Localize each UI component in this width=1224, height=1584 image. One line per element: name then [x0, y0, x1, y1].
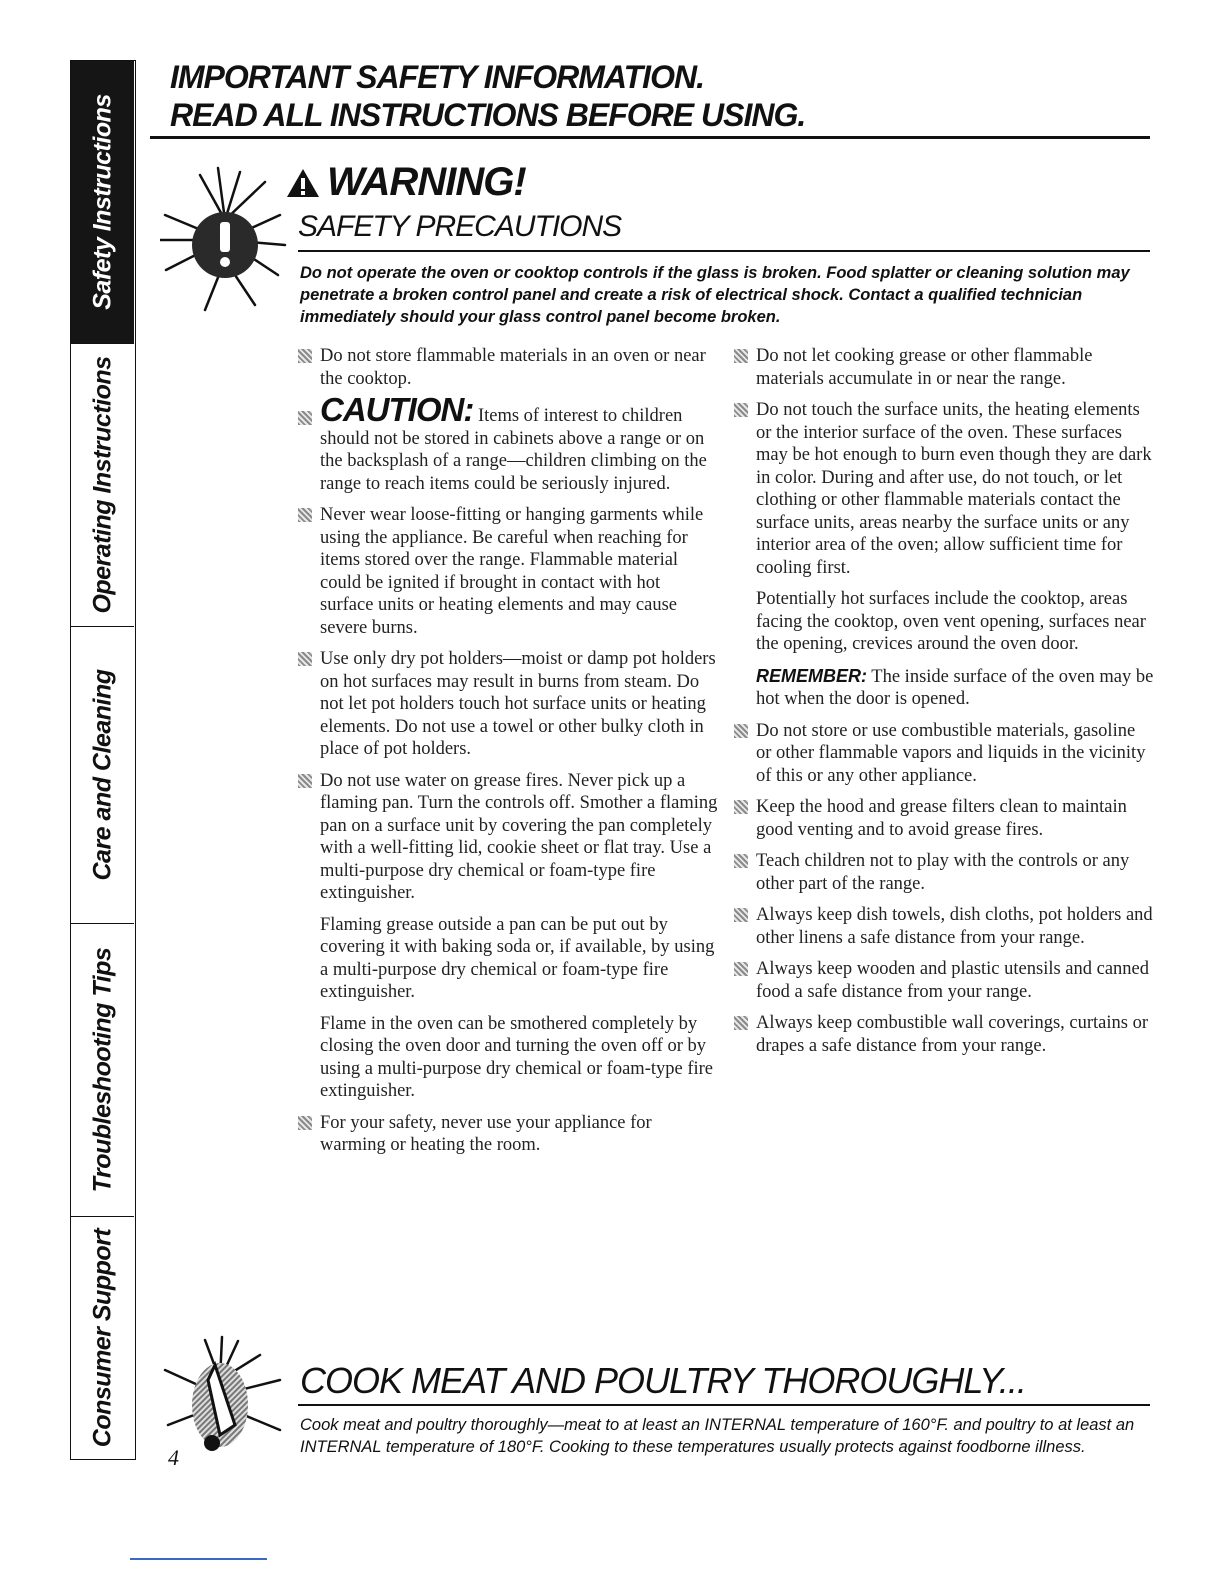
- caution-item: CAUTION: Items of interest to children should not be stored in cabinets above a range or on the backsplash of a range—children climbing on the range to reach items could be seriously injured.: [298, 399, 718, 495]
- list-item: Always keep dish towels, dish cloths, pot holders and other linens a safe distance from your range.: [734, 904, 1154, 949]
- paragraph: Flaming grease outside a pan can be put out by covering it with baking soda or, if available, by using a multi-purpose dry chemical or foam-type fire extinguisher.: [320, 914, 715, 1002]
- tab-care-and-cleaning[interactable]: [71, 627, 134, 924]
- tab-label: Consumer Support: [88, 1228, 116, 1447]
- tab-label: Troubleshooting Tips: [88, 947, 116, 1193]
- bullet-icon: [298, 1116, 312, 1130]
- bullet-icon: [298, 774, 312, 788]
- header-rule: [150, 136, 1150, 139]
- tab-label: Safety Instructions: [88, 94, 116, 310]
- bullet-icon: [734, 349, 748, 363]
- list-item: Always keep combustible wall coverings, curtains or drapes a safe distance from your range.: [734, 1012, 1154, 1057]
- bullet-icon: [298, 411, 312, 425]
- warning-title-text: WARNING!: [327, 160, 526, 204]
- bullet-icon: [734, 962, 748, 976]
- left-column: [298, 345, 718, 1166]
- bullet-icon: [734, 908, 748, 922]
- bullet-icon: [734, 403, 748, 417]
- cook-title: COOK MEAT AND POULTRY THOROUGHLY...: [300, 1360, 1026, 1401]
- caution-label: CAUTION:: [320, 391, 474, 428]
- list-item: Do not let cooking grease or other flammable materials accumulate in or near the range.: [734, 345, 1154, 390]
- thermometer-burst-icon: [160, 1335, 290, 1465]
- list-item: Use only dry pot holders—moist or damp pot holders on hot surfaces may result in burns from steam. Do not let pot holders touch hot surface units or heating elements. Do not use a towel or other bulky cloth in place of pot holders.: [298, 648, 718, 761]
- list-item: Do not store flammable materials in an oven or near the cooktop.: [298, 345, 718, 390]
- bullet-icon: [734, 724, 748, 738]
- tab-troubleshooting-tips[interactable]: [71, 924, 134, 1217]
- list-item: Do not use water on grease fires. Never pick up a flaming pan. Turn the controls off. Smother a flaming pan on a surface unit by covering the pan completely with a well-fitting lid, cookie sheet or flat tray. Use a multi-purpose dry chemical or foam-type fire extinguisher.: [298, 770, 718, 905]
- tab-consumer-support[interactable]: [71, 1217, 134, 1458]
- warning-rule: [298, 250, 1150, 252]
- paragraph: Potentially hot surfaces include the cooktop, areas facing the cooktop, oven vent opening, surfaces near the opening, crevices around the oven door.: [756, 589, 1146, 654]
- warning-title: [285, 160, 526, 205]
- right-column: [734, 345, 1154, 1066]
- list-item: Always keep wooden and plastic utensils and canned food a safe distance from your range.: [734, 958, 1154, 1003]
- list-item: Never wear loose-fitting or hanging garments while using the appliance. Be careful when reaching for items stored over the range. Flammable material could be ignited if brought in contact with hot surface units or heating elements and may cause severe burns.: [298, 504, 718, 639]
- list-item: Do not touch the surface units, the heating elements or the interior surface of the oven. These surfaces may be hot enough to burn even though they are dark in color. During and after use, do not touch, or let clothing or other flammable materials contact the surface units, areas nearby the surface units or any interior area of the oven; allow sufficient time for cooling first.: [734, 399, 1154, 579]
- paragraph: Flame in the oven can be smothered completely by closing the oven door and turning the oven off or by using a multi-purpose dry chemical or foam-type fire extinguisher.: [320, 1013, 713, 1101]
- warning-burst-icon: [160, 160, 290, 330]
- warning-intro: Do not operate the oven or cooktop controls if the glass is broken. Food splatter or cleaning solution may penetrate a broken control panel and create a risk of electrical shock. Contact a qualified technician immediately should your glass control panel become broken.: [300, 264, 1130, 326]
- remember-label: REMEMBER:: [756, 665, 867, 686]
- section-tabs: [70, 60, 136, 1460]
- list-item: Do not store or use combustible materials, gasoline or other flammable vapors and liquids in the vicinity of this or any other appliance.: [734, 720, 1154, 788]
- header-line-2: READ ALL INSTRUCTIONS BEFORE USING.: [170, 97, 806, 133]
- bullet-icon: [298, 652, 312, 666]
- list-item: Keep the hood and grease filters clean to maintain good venting and to avoid grease fires.: [734, 796, 1154, 841]
- tab-label: Care and Cleaning: [88, 669, 116, 881]
- footer-line: [130, 1558, 267, 1560]
- tab-safety-instructions[interactable]: [71, 61, 134, 344]
- cook-text: Cook meat and poultry thoroughly—meat to at least an INTERNAL temperature of 160°F. and poultry to at least an INTERNAL temperature of 180°F. Cooking to these temperatures usually protects against foodborne illness.: [300, 1416, 1135, 1456]
- bullet-icon: [298, 349, 312, 363]
- remember-note: REMEMBER: The inside surface of the oven may be hot when the door is opened.: [756, 665, 1154, 709]
- page-number: 4: [168, 1445, 179, 1470]
- bullet-icon: [734, 854, 748, 868]
- bullet-icon: [298, 508, 312, 522]
- page-header: [170, 58, 805, 134]
- header-line-1: IMPORTANT SAFETY INFORMATION.: [170, 59, 704, 95]
- bullet-icon: [734, 800, 748, 814]
- warning-triangle-icon: [285, 167, 321, 199]
- cook-rule: [298, 1404, 1150, 1406]
- list-item: For your safety, never use your appliance for warming or heating the room.: [298, 1112, 718, 1157]
- warning-subtitle: SAFETY PRECAUTIONS: [298, 210, 622, 243]
- tab-label: Operating Instructions: [88, 356, 116, 614]
- bullet-icon: [734, 1016, 748, 1030]
- list-item: Teach children not to play with the controls or any other part of the range.: [734, 850, 1154, 895]
- tab-operating-instructions[interactable]: [71, 344, 134, 627]
